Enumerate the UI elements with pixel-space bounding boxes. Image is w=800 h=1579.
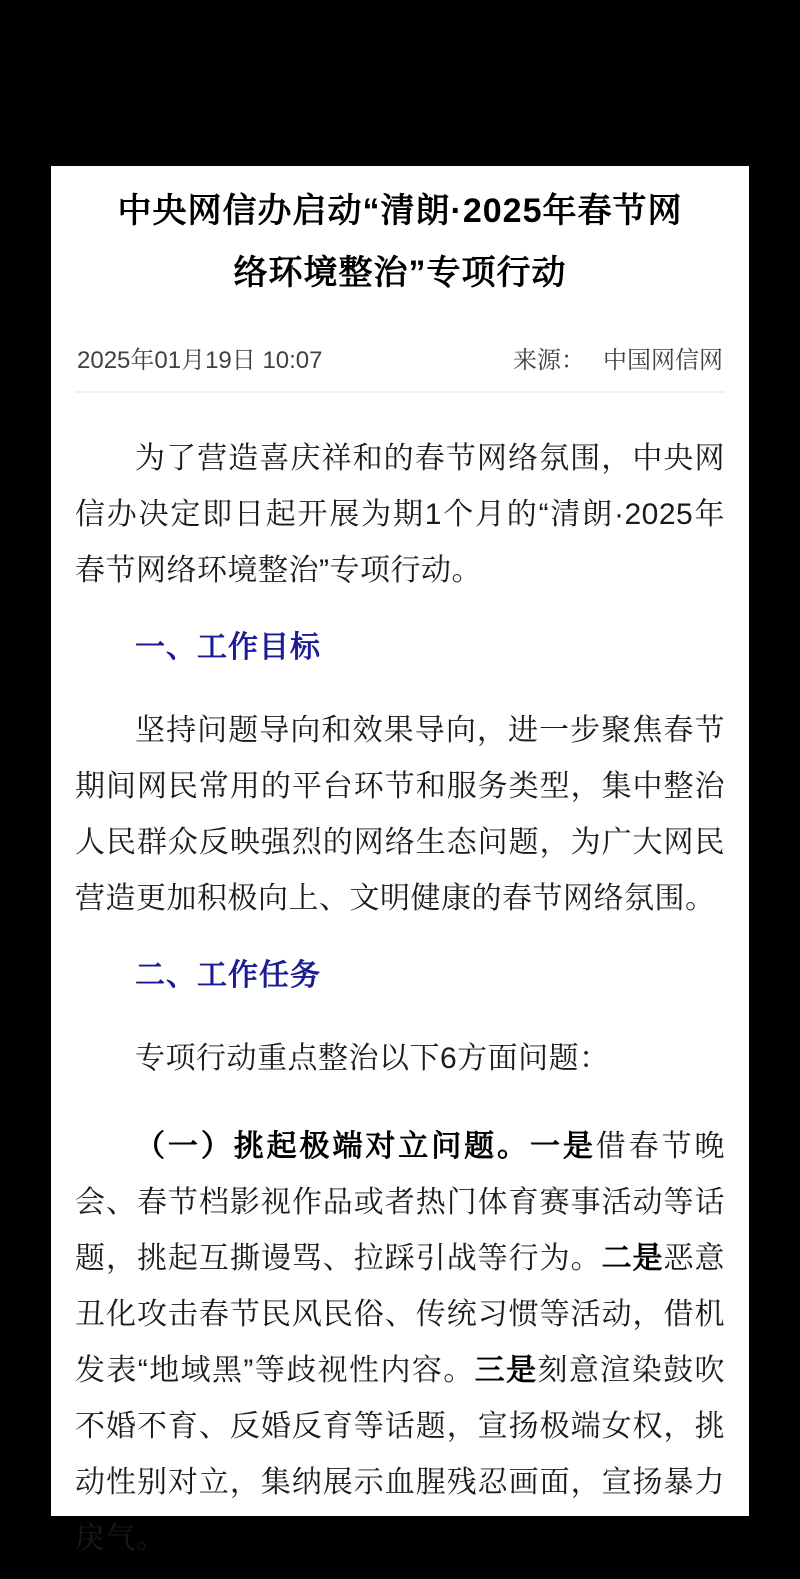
work-goal-paragraph: 坚持问题导向和效果导向，进一步聚焦春节期间网民常用的平台环节和服务类型，集中整治人民群众反映强烈的网络生态问题，为广大网民营造更加积极向上、文明健康的春节网络氛围。 <box>75 714 725 915</box>
tasks-lead-paragraph: 专项行动重点整治以下6方面问题： <box>135 1042 610 1075</box>
text-segment: 刻意渲染鼓吹不婚不育、反婚反育等话题，宣扬极端女权，挑动性别对立，集纳展示血腥残忍画面，宣扬暴力戾气。 <box>75 1354 726 1555</box>
text-segment-bold: （一）挑起极端对立问题。一是 <box>135 1130 596 1163</box>
task-1-paragraph <box>75 1119 725 1567</box>
section-heading-work-tasks: 二、工作任务 <box>135 959 321 992</box>
article-title: 中央网信办启动“清朗·2025年春节网络环境整治”专项行动 <box>117 192 683 292</box>
intro-paragraph: 为了营造喜庆祥和的春节网络氛围，中央网信办决定即日起开展为期1个月的“清朗·2025年春节网络环境整治”专项行动。 <box>75 442 725 587</box>
publish-datetime: 2025年01月19日 10:07 <box>77 347 323 374</box>
text-segment-bold: 三是 <box>474 1354 538 1387</box>
source-info <box>513 340 723 375</box>
article-meta <box>75 340 725 375</box>
text-segment-bold: 二是 <box>601 1242 664 1275</box>
source-name: 中国网信网 <box>603 347 723 374</box>
source-label: 来源： <box>513 347 585 374</box>
meta-divider <box>75 391 725 393</box>
text-segment: 恶意丑化攻击春节民风民俗、传统习惯等活动，借机发表“地域黑”等歧视性内容。 <box>75 1242 726 1387</box>
article-card <box>51 166 749 1555</box>
text-segment: 借春节晚会、春节档影视作品或者热门体育赛事活动等话题，挑起互撕谩骂、拉踩引战等行为。 <box>75 1130 726 1275</box>
section-heading-work-goal: 一、工作目标 <box>135 631 321 664</box>
